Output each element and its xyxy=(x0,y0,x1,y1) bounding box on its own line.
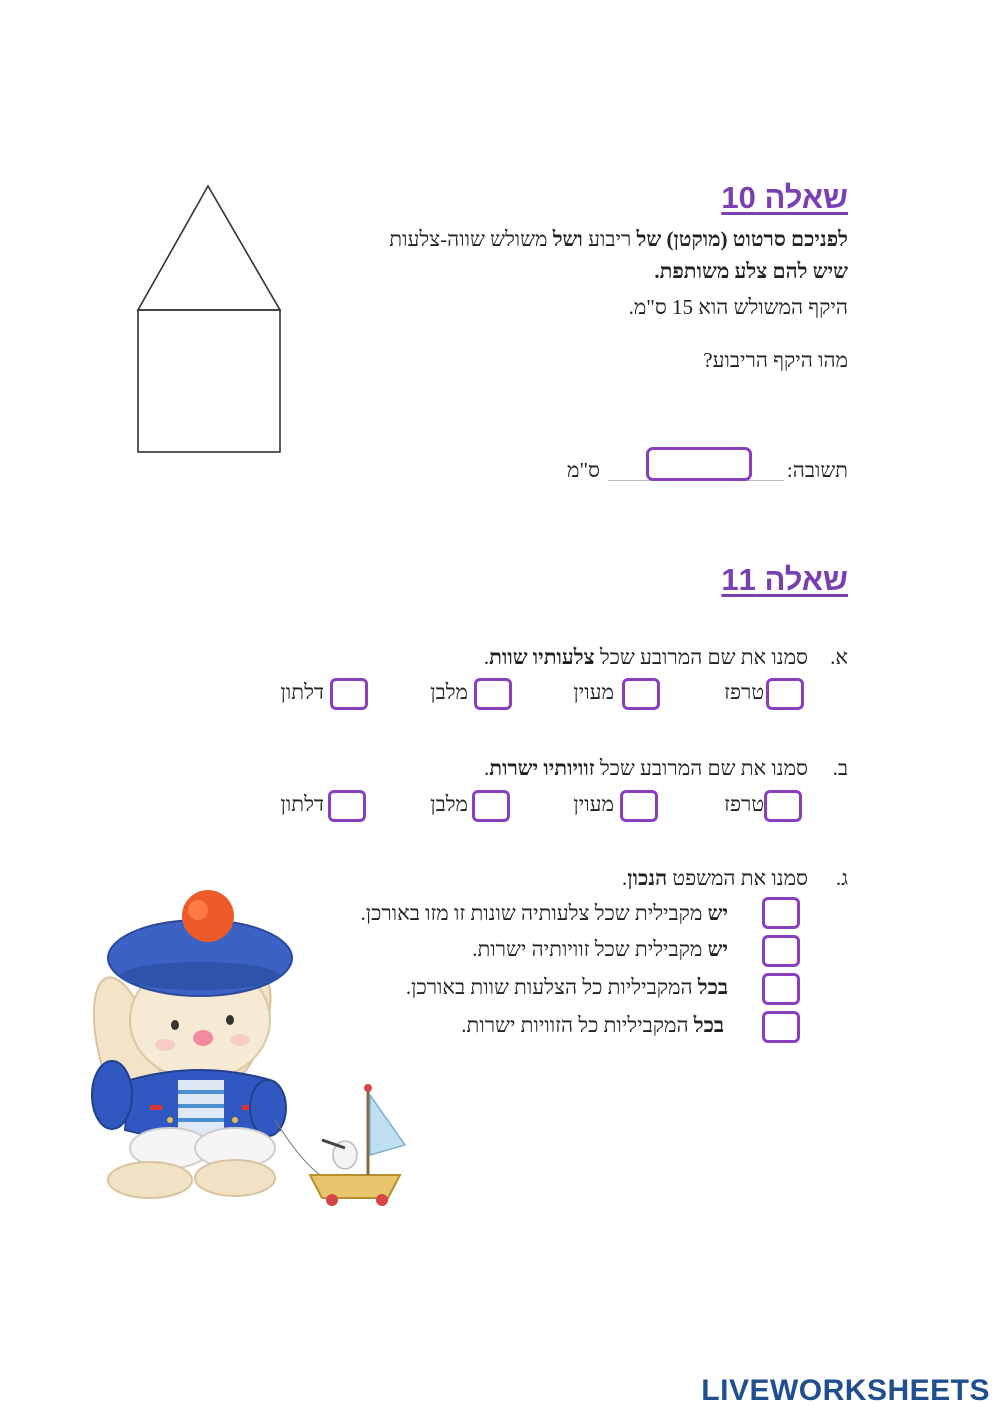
q10-line1-normal1: ריבוע xyxy=(582,227,637,251)
q11c-statement-2-bold: יש xyxy=(707,937,728,961)
q11c-statement-1-bold: יש xyxy=(707,901,728,925)
q11-title: שאלה 11 xyxy=(721,562,848,597)
q11a-option-rhombus: מעוין xyxy=(573,680,614,704)
q11c-statement-4 xyxy=(461,1010,724,1040)
q11c-prompt-end: . xyxy=(622,866,628,890)
q10-line1-bold1: לפניכם סרטוט (מוקטן) של xyxy=(636,227,848,251)
q10-line-1 xyxy=(389,224,848,254)
q10-line1-bold2: ושל xyxy=(552,227,583,251)
square-triangle-drawing xyxy=(130,180,290,460)
bunny-sailor-illustration xyxy=(70,880,420,1210)
q10-line-3: היקף המשולש הוא 15 ס"מ. xyxy=(628,295,848,319)
q10-answer-label: תשובה: xyxy=(786,458,848,482)
q11c-statement-4-rest: המקביליות כל הזוויות ישרות. xyxy=(461,1013,694,1037)
q11b-checkbox-kite[interactable] xyxy=(328,790,366,822)
q11a-option-rectangle: מלבן xyxy=(430,680,468,704)
q11a-prompt-normal: סמנו את שם המרובע שכל xyxy=(594,645,808,669)
q11c-checkbox-3[interactable] xyxy=(762,973,800,1005)
q11a-checkbox-trapezoid[interactable] xyxy=(766,678,804,710)
q11c-statement-4-bold: בכל xyxy=(693,1013,724,1037)
q11b-checkbox-rhombus[interactable] xyxy=(620,790,658,822)
q11b-prompt xyxy=(484,753,808,783)
square-shape xyxy=(138,310,280,452)
q11a-prompt xyxy=(484,642,808,672)
q11c-statement-3 xyxy=(406,972,728,1002)
q11a-letter: א. xyxy=(830,645,848,669)
q11b-prompt-bold: זוויותיו ישרות xyxy=(489,756,595,780)
q11a-checkbox-kite[interactable] xyxy=(330,678,368,710)
q11c-statement-2 xyxy=(472,934,728,964)
q11b-option-rectangle: מלבן xyxy=(430,792,468,816)
q11c-statement-3-rest: המקביליות כל הצלעות שוות באורכן. xyxy=(405,975,698,999)
q10-line-2: שיש להם צלע משותפת. xyxy=(654,259,848,283)
q11b-prompt-end: . xyxy=(484,756,490,780)
q11c-checkbox-1[interactable] xyxy=(762,897,800,929)
liveworksheets-logo: LIVEWORKSHEETS xyxy=(701,1374,990,1407)
q11a-checkbox-rectangle[interactable] xyxy=(474,678,512,710)
q11b-option-kite: דלתון xyxy=(280,792,324,816)
q11b-letter: ב. xyxy=(832,756,848,780)
answer-input-box[interactable] xyxy=(646,447,752,481)
q11b-option-rhombus: מעוין xyxy=(573,792,614,816)
q11c-checkbox-4[interactable] xyxy=(762,1011,800,1043)
q10-question: מהו היקף הריבוע? xyxy=(703,348,848,372)
q11c-checkbox-2[interactable] xyxy=(762,935,800,967)
q11c-statement-2-rest: מקבילית שכל זוויותיה ישרות. xyxy=(472,937,708,961)
q11c-statement-3-bold: בכל xyxy=(697,975,728,999)
q11a-checkbox-rhombus[interactable] xyxy=(622,678,660,710)
q10-unit: ס"מ xyxy=(567,458,600,482)
q11b-option-trapezoid: טרפז xyxy=(724,792,764,816)
q11b-checkbox-trapezoid[interactable] xyxy=(764,790,802,822)
q11a-option-trapezoid: טרפז xyxy=(724,680,764,704)
q11c-letter: ג. xyxy=(835,866,848,890)
q11c-prompt-bold: הנכון xyxy=(627,866,668,890)
q11a-prompt-end: . xyxy=(483,645,490,669)
q11c-prompt xyxy=(622,863,808,893)
q11c-statement-1-rest: מקבילית שכל צלעותיה שונות זו מזו באורכן. xyxy=(360,901,708,925)
q11b-prompt-normal: סמנו את שם המרובע שכל xyxy=(594,756,808,780)
q10-title: שאלה 10 xyxy=(721,180,848,215)
q11a-prompt-bold: צלעותיו שוות xyxy=(489,645,595,669)
q11c-prompt-normal: סמנו את המשפט xyxy=(667,866,808,890)
q11a-option-kite: דלתון xyxy=(280,680,324,704)
triangle-shape xyxy=(138,186,280,310)
q11b-checkbox-rectangle[interactable] xyxy=(472,790,510,822)
q10-line1-normal2: משולש שווה-צלעות xyxy=(389,227,553,251)
